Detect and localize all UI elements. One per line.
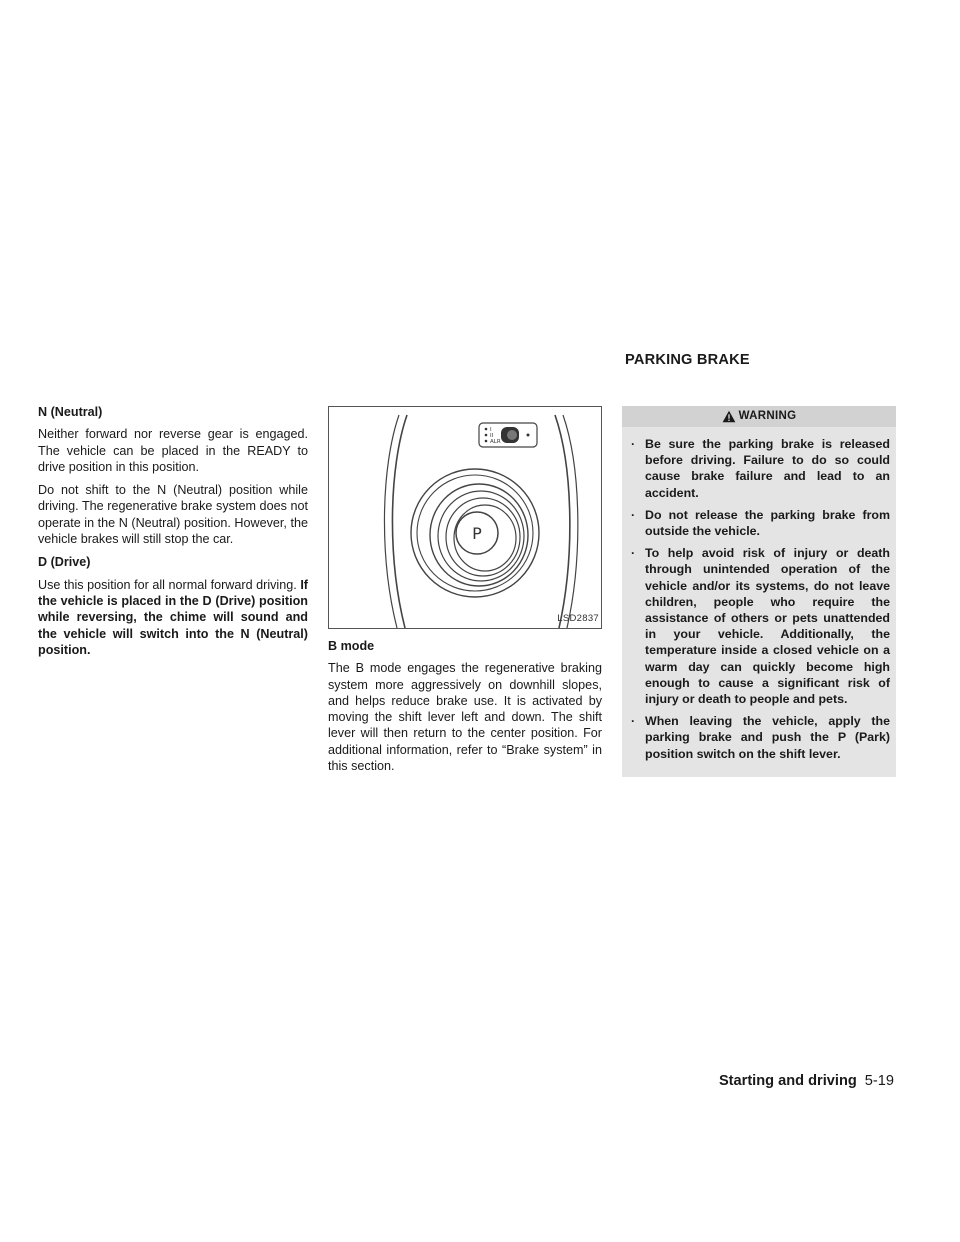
neutral-paragraph-2: Do not shift to the N (Neutral) position while driving. The regenerative brake system does not operate in the N (Neutral) position. However, the vehicle brakes will still stop the car. bbox=[38, 483, 308, 547]
warning-item bbox=[630, 436, 890, 501]
shift-lever-illustration bbox=[329, 407, 601, 628]
neutral-heading: N (Neutral) bbox=[38, 405, 103, 419]
bullet: · bbox=[631, 546, 636, 561]
bullet: · bbox=[631, 437, 636, 451]
warning-item bbox=[630, 545, 890, 707]
drive-bold-text: If the vehicle is placed in the D (Drive) position while reversing, the chime will sound and the vehicle will switch into the N (Neutral) position. bbox=[38, 577, 309, 657]
page-number: 5-19 bbox=[864, 1073, 894, 1089]
warning-list bbox=[622, 427, 896, 762]
panel-label-3: ALR bbox=[490, 439, 501, 445]
park-button-letter: P bbox=[472, 524, 482, 543]
drive-text: Use this position for all normal forward driving. bbox=[38, 577, 297, 592]
drive-paragraph bbox=[38, 577, 308, 658]
page-footer bbox=[719, 1073, 894, 1089]
column-right bbox=[622, 406, 896, 777]
warning-item-text: To help avoid risk of injury or death through unintended operation of the vehicle and/or its systems, do not leave children, people who require the assistance of others or pets unattended in your vehicle. Additionally, the temperature inside a closed vehicle on a warm day can quickly become high enough to cause a significant risk of injury or death to people and pets. bbox=[645, 546, 890, 707]
panel-label-2: II bbox=[490, 433, 494, 439]
footer-section-title: Starting and driving bbox=[718, 1073, 857, 1089]
warning-item-text: Be sure the parking brake is released before driving. Failure to do so could cause brake failure and lead to an accident. bbox=[645, 437, 890, 500]
panel-label-1: I bbox=[490, 427, 492, 433]
column-middle bbox=[328, 406, 602, 781]
bullet: · bbox=[631, 507, 636, 522]
warning-item bbox=[630, 713, 890, 762]
figure-code: LSD2837 bbox=[557, 612, 599, 624]
warning-item-text: When leaving the vehicle, apply the parking brake and push the P (Park) position switch on the shift lever. bbox=[645, 714, 890, 761]
neutral-paragraph-1: Neither forward nor reverse gear is engaged. The vehicle can be placed in the READY to drive position in this position. bbox=[38, 427, 308, 474]
warning-item-text: Do not release the parking brake from outside the vehicle. bbox=[645, 507, 890, 539]
warning-item bbox=[630, 507, 890, 539]
shift-lever-figure bbox=[328, 406, 602, 629]
warning-triangle-icon bbox=[722, 410, 736, 423]
drive-heading: D (Drive) bbox=[38, 555, 91, 570]
column-left bbox=[38, 404, 308, 665]
warning-box bbox=[622, 406, 896, 777]
bmode-heading: B mode bbox=[328, 639, 375, 653]
section-heading: PARKING BRAKE bbox=[625, 352, 750, 368]
bullet: · bbox=[631, 714, 636, 729]
bmode-paragraph: The B mode engages the regenerative braking system more aggressively on downhill slopes, and helps reduce brake use. It is activated by moving the shift lever left and down. The shift lever will then return to the center position. For additional information, refer to “Brake system” in this section. bbox=[328, 661, 602, 774]
warning-header bbox=[622, 406, 896, 427]
warning-title: WARNING bbox=[738, 410, 797, 423]
